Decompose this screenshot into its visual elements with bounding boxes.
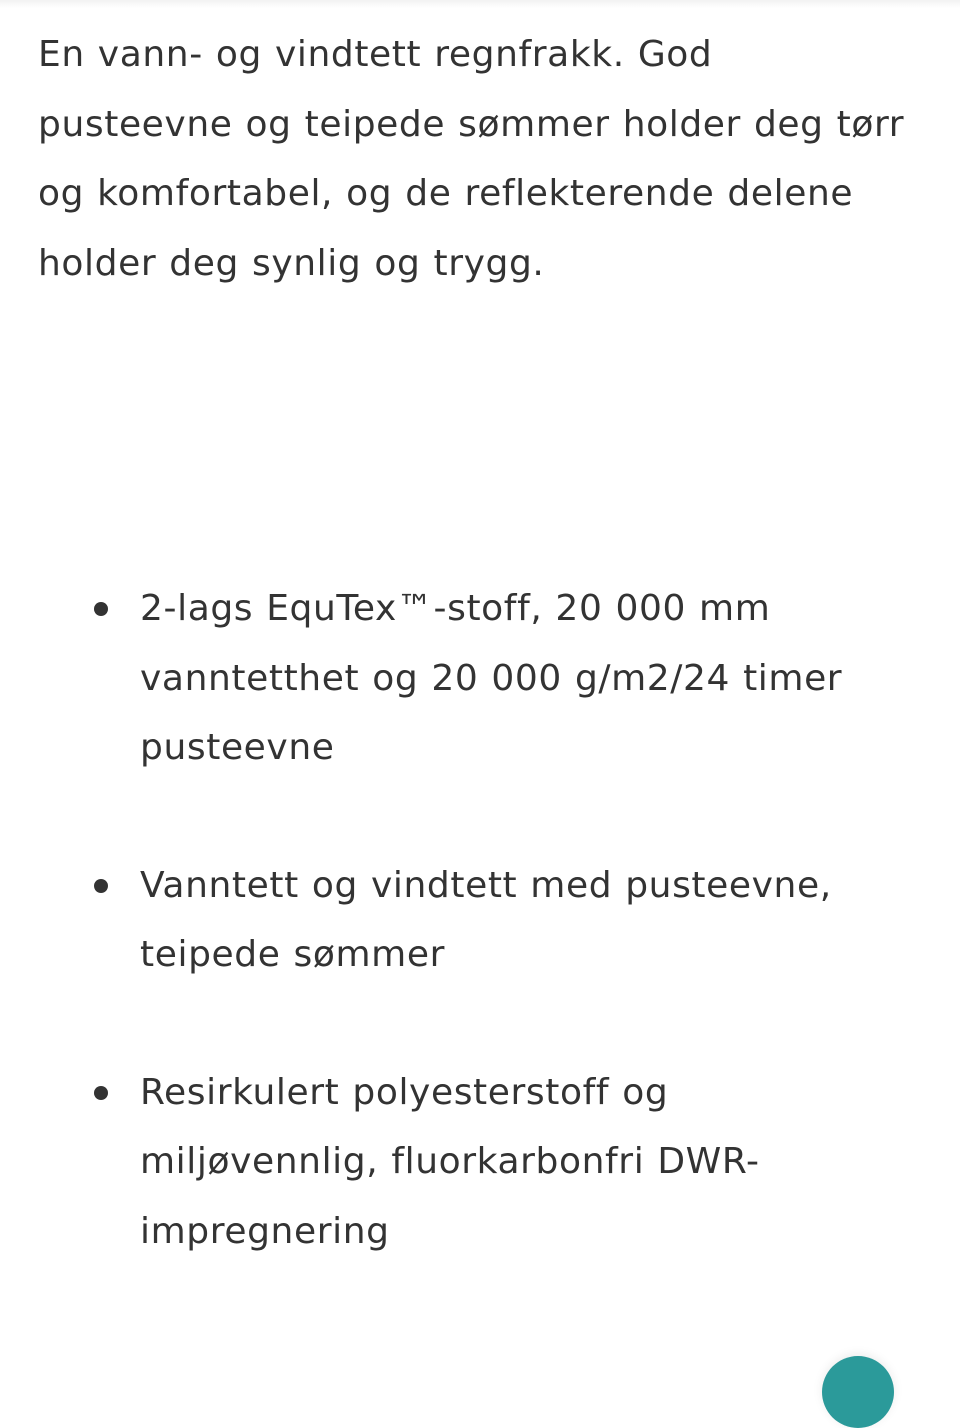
feature-item (0, 851, 870, 990)
bullet-icon (94, 602, 108, 616)
feature-item (0, 1058, 870, 1267)
feature-text: 2-lags EquTex™-stoff, 20 000 mm vanntetthet og 20 000 g/m2/24 timer pusteevne (140, 588, 843, 768)
bullet-icon (94, 1086, 108, 1100)
header-shadow (0, 0, 960, 8)
feature-text: Resirkulert polyesterstoff og miljøvennlig, fluorkarbonfri DWR-impregnering (140, 1071, 760, 1252)
bullet-icon (94, 879, 108, 893)
feature-text: Vanntett og vindtett med pusteevne, teipede sømmer (140, 864, 832, 975)
chat-button[interactable] (822, 1356, 894, 1428)
feature-item (0, 574, 870, 783)
product-description: En vann- og vindtett regnfrakk. God pusteevne og teipede sømmer holder deg tørr og komfortabel, og de reflekterende delene holder deg synlig og trygg. (38, 34, 905, 284)
feature-list (0, 574, 960, 1334)
